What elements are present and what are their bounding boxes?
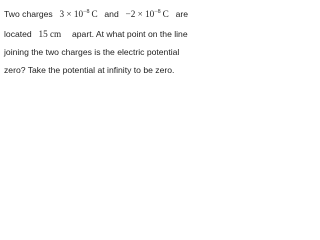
- problem-line-1: [4, 9, 188, 21]
- conjunction-text: and: [104, 9, 119, 19]
- charge-2-unit: C: [162, 9, 169, 19]
- problem-text: [0, 0, 200, 85]
- charge-1: [60, 9, 98, 19]
- distance-value: 15 cm: [38, 29, 62, 39]
- charge-2: [126, 9, 169, 19]
- problem-line-4: zero? Take the potential at infinity to be zero.: [4, 65, 175, 75]
- problem-line-2: [4, 29, 188, 39]
- line-1-tail: are: [175, 9, 188, 19]
- charge-2-exponent: −8: [154, 9, 161, 16]
- intro-text: Two charges: [4, 9, 53, 19]
- charge-1-mantissa: 3 × 10: [59, 9, 84, 19]
- charge-2-mantissa: −2 × 10: [125, 9, 155, 19]
- charge-1-exponent: −8: [83, 9, 90, 16]
- line-2-tail: apart. At what point on the line: [72, 29, 188, 39]
- line-2-lead: located: [4, 29, 32, 39]
- charge-1-unit: C: [91, 9, 98, 19]
- problem-line-3: joining the two charges is the electric potential: [4, 47, 180, 57]
